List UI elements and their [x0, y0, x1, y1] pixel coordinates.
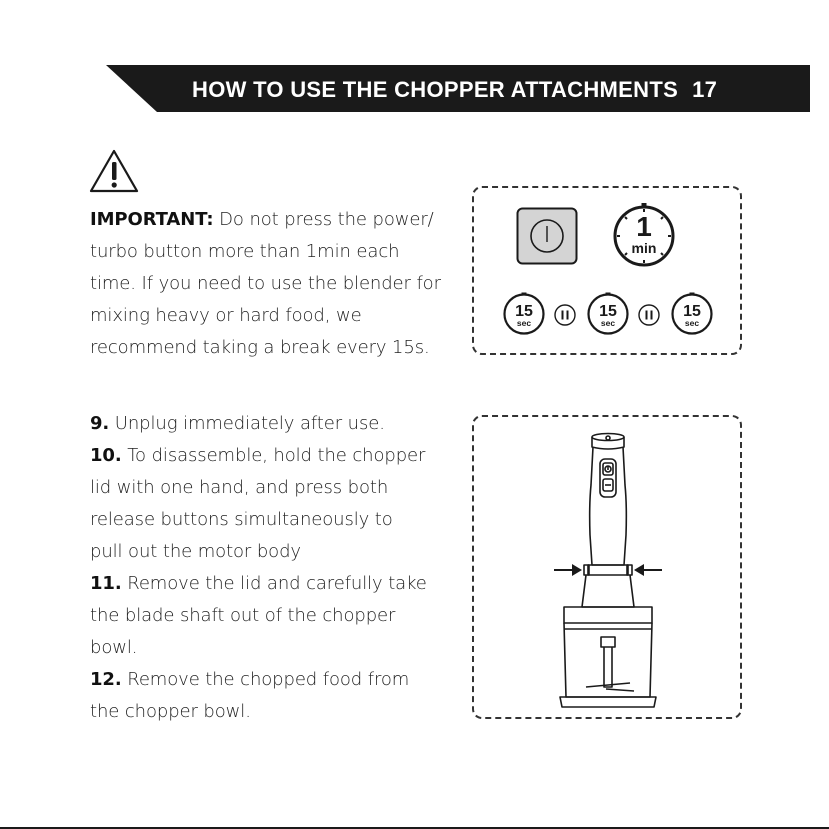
- sec-number: 15: [599, 303, 617, 320]
- step-text: Remove the chopped food from: [127, 669, 410, 690]
- sec-timer-icon: [502, 292, 546, 336]
- blender-figure: [472, 415, 742, 719]
- power-button-icon: [516, 207, 578, 265]
- sec-number: 15: [515, 303, 533, 320]
- important-line-5: recommend taking a break every 15s.: [90, 337, 430, 358]
- important-line-3: time. If you need to use the blender for: [90, 273, 441, 294]
- step-number: 12.: [90, 669, 122, 690]
- clock-icon: [612, 202, 676, 268]
- page-title: [192, 65, 717, 112]
- timer-figure: [472, 186, 742, 355]
- step-10-line-4: pull out the motor body: [90, 541, 301, 562]
- step-10-line-3: release buttons simultaneously to: [90, 509, 393, 530]
- important-label: IMPORTANT:: [90, 209, 214, 230]
- sec-unit: sec: [684, 318, 700, 328]
- pause-icon: [638, 304, 660, 326]
- step-11-line-3: bowl.: [90, 637, 138, 658]
- important-line-2: turbo button more than 1min each: [90, 241, 400, 262]
- warning-icon: [88, 148, 140, 194]
- step-11-line-2: the blade shaft out of the chopper: [90, 605, 396, 626]
- pause-icon: [554, 304, 576, 326]
- step-11: [90, 568, 460, 600]
- step-12-line-2: the chopper bowl.: [90, 701, 251, 722]
- page-number: 17: [692, 77, 718, 102]
- important-line-1: [90, 204, 470, 236]
- step-number: 10.: [90, 445, 122, 466]
- steps-list: [90, 408, 460, 728]
- important-line-4: mixing heavy or hard food, we: [90, 305, 362, 326]
- hand-blender-chopper-icon: [546, 425, 670, 713]
- step-9: [90, 408, 460, 440]
- step-text: To disassemble, hold the chopper: [127, 445, 426, 466]
- header-title-text: HOW TO USE THE CHOPPER ATTACHMENTS: [192, 77, 679, 102]
- step-10: [90, 440, 460, 472]
- step-10-line-2: lid with one hand, and press both: [90, 477, 389, 498]
- sec-unit: sec: [516, 318, 532, 328]
- step-text: Unplug immediately after use.: [114, 413, 385, 434]
- sec-timer-icon: [670, 292, 714, 336]
- sec-number: 15: [683, 303, 701, 320]
- step-number: 11.: [90, 573, 122, 594]
- clock-number: 1: [636, 211, 652, 242]
- sec-unit: sec: [600, 318, 616, 328]
- step-text: Remove the lid and carefully take: [127, 573, 427, 594]
- clock-unit: min: [631, 240, 657, 256]
- step-12: [90, 664, 460, 696]
- sec-timer-icon: [586, 292, 630, 336]
- important-text: Do not press the power/: [219, 209, 434, 230]
- step-number: 9.: [90, 413, 110, 434]
- important-note: [90, 204, 470, 364]
